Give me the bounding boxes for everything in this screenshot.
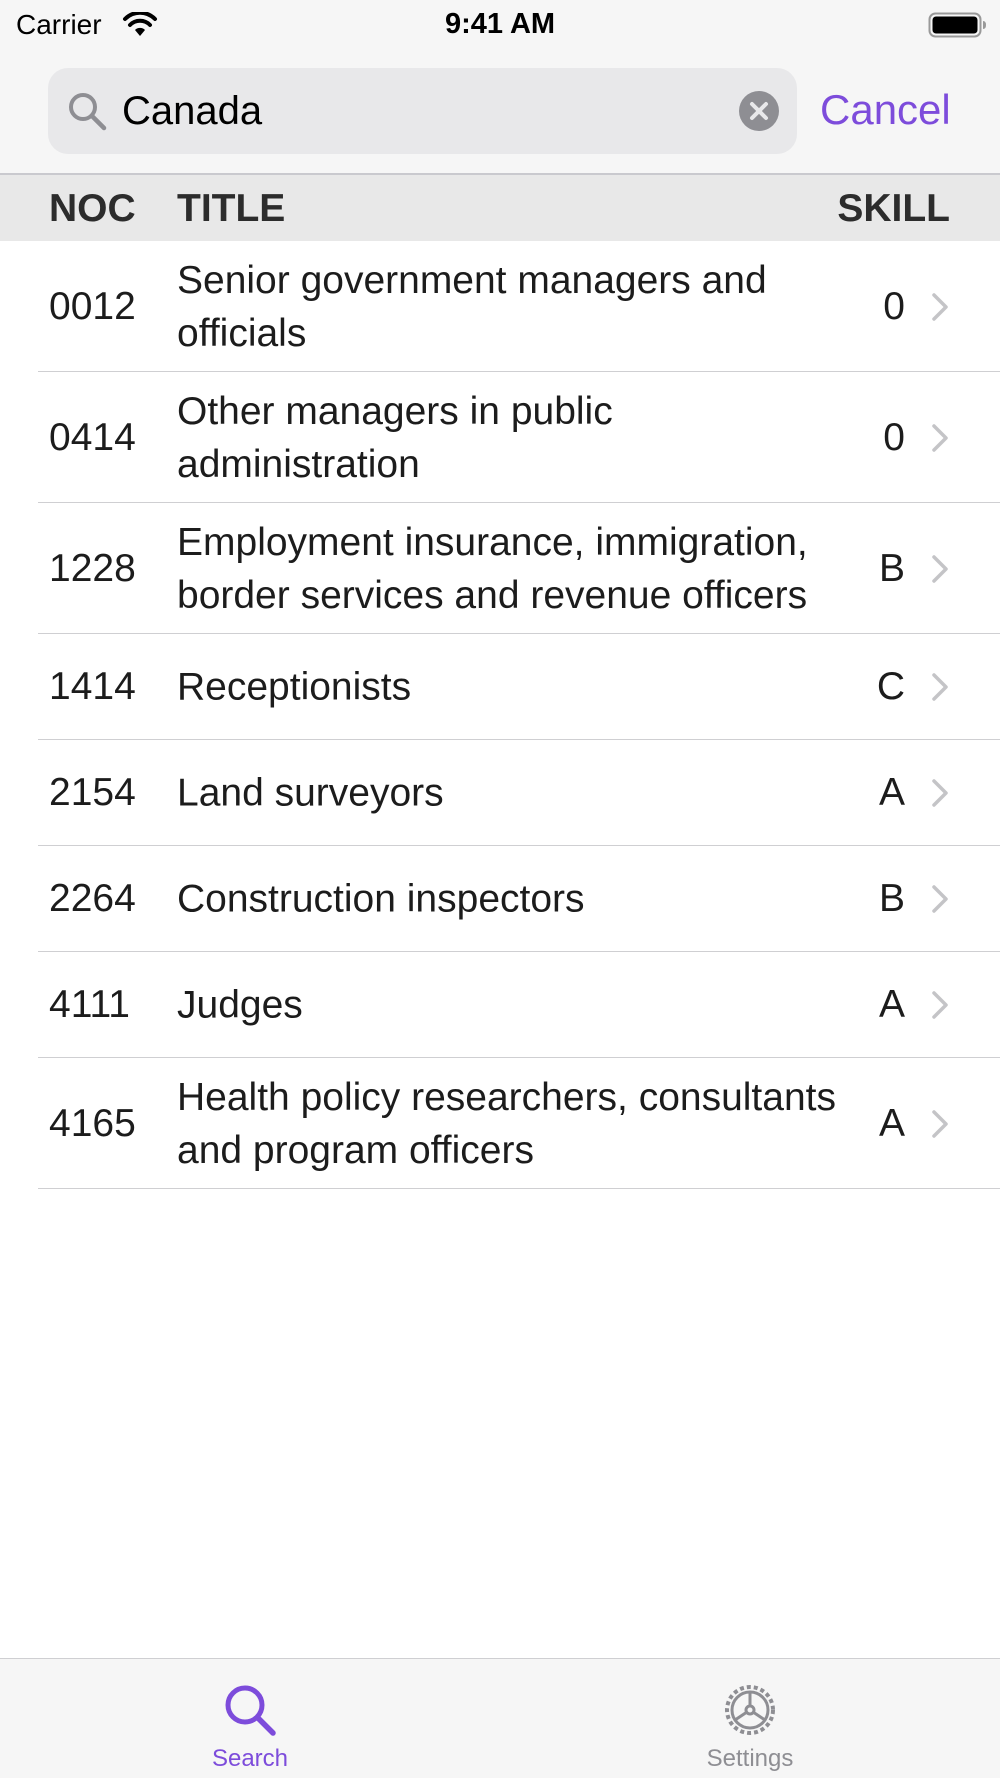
chevron-right-icon (930, 671, 950, 703)
noc-code: 2154 (49, 771, 136, 814)
cancel-button[interactable]: Cancel (820, 86, 951, 133)
noc-code: 0012 (49, 284, 136, 328)
search-header (0, 50, 1000, 175)
search-input[interactable] (122, 68, 692, 154)
chevron-right-icon (930, 989, 950, 1021)
tab-label-search: Search (211, 1745, 289, 1772)
noc-code: 1414 (49, 665, 136, 708)
occupation-title: Health policy researchers, consultants and program officers (177, 1075, 836, 1172)
skill-level: B (878, 877, 905, 920)
search-field[interactable] (48, 68, 797, 154)
occupation-title: Construction inspectors (177, 877, 585, 921)
results-list (0, 241, 1000, 1189)
chevron-right-icon (930, 291, 950, 323)
carrier-label: Carrier (16, 9, 102, 40)
skill-level: B (878, 546, 905, 590)
search-icon (66, 90, 108, 132)
skill-level: A (878, 1101, 905, 1145)
table-row[interactable] (0, 503, 1000, 634)
chevron-right-icon (930, 553, 950, 585)
column-header-noc: NOC (49, 187, 136, 230)
column-header-title: TITLE (177, 187, 286, 230)
noc-code: 4111 (49, 983, 130, 1026)
occupation-title: Other managers in public administration (177, 389, 613, 486)
tab-settings[interactable] (500, 1659, 1000, 1779)
tab-search[interactable] (0, 1659, 500, 1779)
skill-level: 0 (883, 284, 905, 328)
occupation-title: Employment insurance, immigration, border services and revenue officers (177, 520, 808, 617)
occupation-title: Senior government managers and officials (177, 258, 767, 355)
clock: 9:41 AM (444, 8, 556, 40)
tab-label-settings: Settings (706, 1745, 794, 1772)
skill-level: A (878, 983, 905, 1026)
clear-icon[interactable] (738, 90, 780, 132)
table-row[interactable] (0, 846, 1000, 952)
column-header (0, 175, 1000, 241)
occupation-title: Judges (177, 983, 303, 1027)
skill-level: C (876, 665, 905, 708)
chevron-right-icon (930, 777, 950, 809)
skill-level: 0 (883, 415, 905, 459)
table-row[interactable] (0, 1058, 1000, 1189)
table-row[interactable] (0, 952, 1000, 1058)
search-icon (221, 1681, 279, 1739)
table-row[interactable] (0, 372, 1000, 503)
battery-icon (928, 11, 988, 39)
noc-code: 0414 (49, 415, 136, 459)
tab-bar (0, 1658, 1000, 1778)
gear-icon (721, 1681, 779, 1739)
chevron-right-icon (930, 1108, 950, 1140)
table-row[interactable] (0, 634, 1000, 740)
noc-code: 1228 (49, 546, 136, 590)
skill-level: A (878, 771, 905, 814)
noc-code: 4165 (49, 1101, 136, 1145)
occupation-title: Land surveyors (177, 771, 444, 815)
chevron-right-icon (930, 883, 950, 915)
column-header-skill: SKILL (837, 187, 950, 230)
occupation-title: Receptionists (177, 665, 412, 709)
noc-code: 2264 (49, 877, 136, 920)
status-bar (0, 0, 1000, 50)
table-row[interactable] (0, 241, 1000, 372)
table-row[interactable] (0, 740, 1000, 846)
chevron-right-icon (930, 422, 950, 454)
